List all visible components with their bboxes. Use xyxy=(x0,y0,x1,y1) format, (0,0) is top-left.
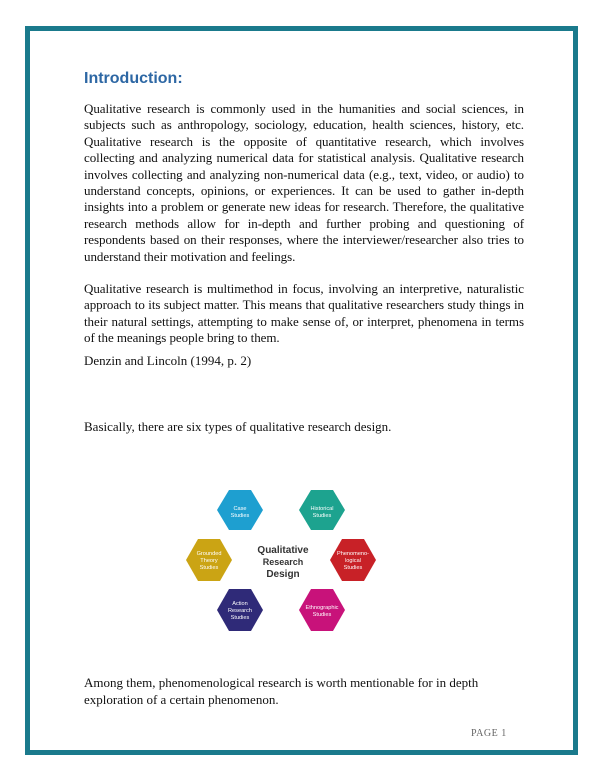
hex-action-research-studies xyxy=(217,589,263,631)
qualitative-research-design-diagram xyxy=(196,485,370,640)
intro-paragraph: Qualitative research is commonly used in the humanities and social sciences, in subjects such as anthropology, sociology, education, health sciences, history, etc. Qualitative research is the opposite of quantitative research, which involves collecting and analyzing numerical data for statistical analysis. Qualitative research involves collecting and analyzing non-numerical data (e.g., text, video, or audio) to understand concepts, opinions, or experiences. It can be used to gather in-depth insights into a problem or generate new ideas for research. Therefore, the qualitative research methods allow for in-depth and further probing and questioning of respondents based on their responses, where the interviewer/researcher also tries to understand their motivation and feelings. xyxy=(84,101,524,264)
hex-historical-studies xyxy=(299,490,345,530)
center-label-line-3: Design xyxy=(266,569,300,580)
document-body xyxy=(84,70,524,369)
types-sentence: Basically, there are six types of qualitative research design. xyxy=(84,419,392,434)
center-label-line-2: Research xyxy=(262,557,304,567)
closing-paragraph: Among them, phenomenological research is worth mentionable for in depth exploration of a certain phenomenon. xyxy=(84,675,479,707)
hex-label: Case Studies xyxy=(230,506,250,519)
page-number: PAGE 1 xyxy=(471,728,507,739)
hexagon-diagram xyxy=(196,485,370,640)
hex-ethnographic-studies xyxy=(299,589,345,631)
hex-label: Ethnographic Studies xyxy=(305,605,339,618)
hex-label: Phenomeno-logical Studies xyxy=(336,551,370,571)
hex-label: Action Research Studies xyxy=(228,601,252,621)
citation: Denzin and Lincoln (1994, p. 2) xyxy=(84,352,252,368)
hex-label: Grounded Theory Studies xyxy=(196,551,222,571)
hex-label: Historical Studies xyxy=(310,506,334,519)
hex-case-studies xyxy=(217,490,263,530)
page-title: Introduction: xyxy=(84,70,183,87)
center-label-line-1: Qualitative xyxy=(257,545,309,556)
quote-paragraph: Qualitative research is multimethod in focus, involving an interpretive, naturalistic approach to its subject matter. This means that qualitative researchers study things in their natural settings, attempting to make sense of, or interpret, phenomena in terms of the meanings people bring to them. xyxy=(84,281,524,346)
